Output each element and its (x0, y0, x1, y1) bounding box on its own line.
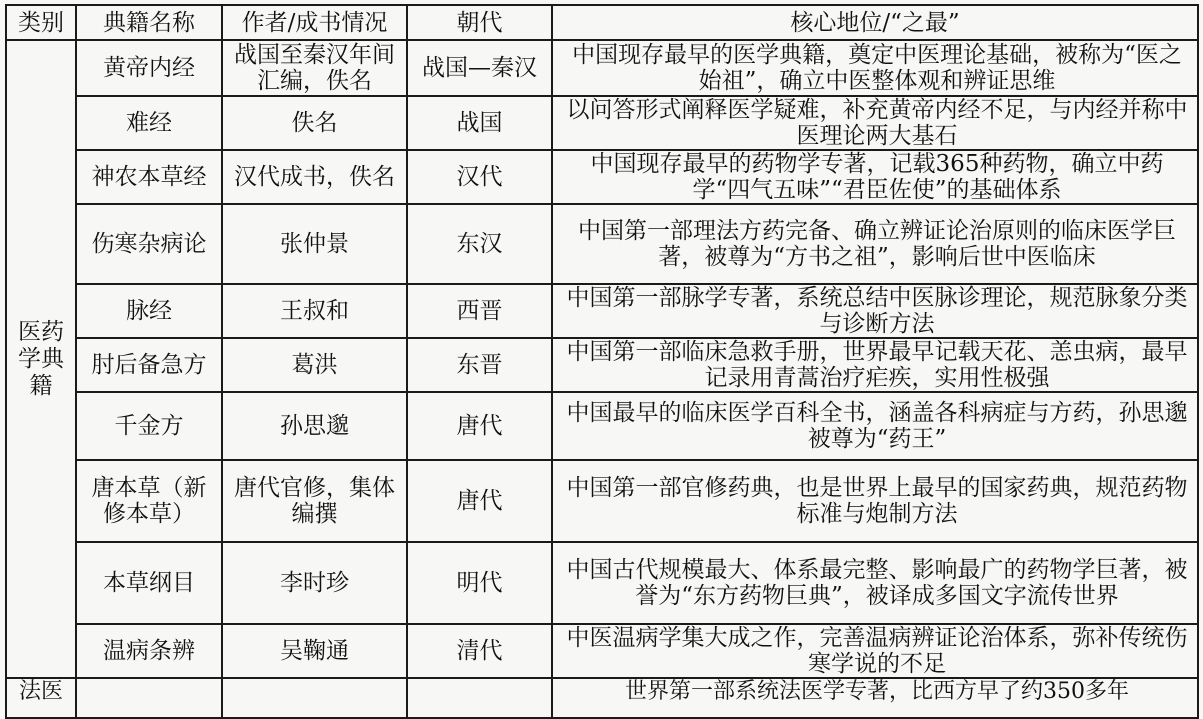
author-cell (222, 678, 407, 718)
category-cell: 医药学典籍 (6, 40, 76, 678)
title-cell: 黄帝内经 (76, 40, 222, 96)
table-row (6, 460, 1198, 542)
status-cell: 中国第一部官修药典，也是世界上最早的国家药典，规范药物标准与炮制方法 (552, 460, 1198, 542)
status-cell: 中医温病学集大成之作，完善温病辨证论治体系，弥补传统伤寒学说的不足 (552, 624, 1198, 678)
status-cell: 中国现存最早的医学典籍，奠定中医理论基础，被称为“医之始祖”，确立中医整体观和辨证思维 (552, 40, 1198, 96)
dynasty-cell: 东汉 (407, 204, 552, 284)
title-cell: 难经 (76, 96, 222, 150)
author-cell: 王叔和 (222, 284, 407, 338)
dynasty-cell: 西晋 (407, 284, 552, 338)
table-row (6, 204, 1198, 284)
title-cell: 伤寒杂病论 (76, 204, 222, 284)
table-row (6, 338, 1198, 392)
classics-table (5, 4, 1199, 719)
status-cell: 中国古代规模最大、体系最完整、影响最广的药物学巨著，被誉为“东方药物巨典”，被译成多国文字流传世界 (552, 542, 1198, 624)
table-row (6, 150, 1198, 204)
title-cell: 温病条辨 (76, 624, 222, 678)
status-cell: 中国最早的临床医学百科全书，涵盖各科病症与方药，孙思邈被尊为“药王” (552, 392, 1198, 460)
title-cell: 肘后备急方 (76, 338, 222, 392)
header-dynasty: 朝代 (407, 5, 552, 40)
author-cell: 佚名 (222, 96, 407, 150)
author-cell: 葛洪 (222, 338, 407, 392)
category-cell-next: 法医 (6, 678, 76, 718)
header-author: 作者/成书情况 (222, 5, 407, 40)
table-row (6, 392, 1198, 460)
title-cell: 本草纲目 (76, 542, 222, 624)
header-row (6, 5, 1198, 40)
title-cell (76, 678, 222, 718)
table-row-partial (6, 678, 1198, 718)
table-row (6, 96, 1198, 150)
dynasty-cell: 唐代 (407, 392, 552, 460)
table-row (6, 40, 1198, 96)
author-cell: 李时珍 (222, 542, 407, 624)
dynasty-cell: 汉代 (407, 150, 552, 204)
author-cell: 汉代成书，佚名 (222, 150, 407, 204)
status-cell: 中国现存最早的药物学专著，记载365种药物，确立中药学“四气五味”“君臣佐使”的基础体系 (552, 150, 1198, 204)
author-cell: 孙思邈 (222, 392, 407, 460)
status-cell: 中国第一部临床急救手册，世界最早记载天花、恙虫病，最早记录用青蒿治疗疟疾，实用性极强 (552, 338, 1198, 392)
title-cell: 神农本草经 (76, 150, 222, 204)
dynasty-cell: 唐代 (407, 460, 552, 542)
dynasty-cell: 东晋 (407, 338, 552, 392)
header-status: 核心地位/“之最” (552, 5, 1198, 40)
author-cell: 吴鞠通 (222, 624, 407, 678)
status-cell: 以问答形式阐释医学疑难，补充黄帝内经不足，与内经并称中医理论两大基石 (552, 96, 1198, 150)
dynasty-cell: 清代 (407, 624, 552, 678)
table-row (6, 542, 1198, 624)
title-cell: 脉经 (76, 284, 222, 338)
title-cell: 唐本草（新修本草） (76, 460, 222, 542)
author-cell: 战国至秦汉年间汇编，佚名 (222, 40, 407, 96)
dynasty-cell (407, 678, 552, 718)
dynasty-cell: 战国—秦汉 (407, 40, 552, 96)
title-cell: 千金方 (76, 392, 222, 460)
dynasty-cell: 战国 (407, 96, 552, 150)
author-cell: 张仲景 (222, 204, 407, 284)
header-category: 类别 (6, 5, 76, 40)
status-cell: 世界第一部系统法医学专著，比西方早了约350多年 (552, 678, 1198, 718)
status-cell: 中国第一部理法方药完备、确立辨证论治原则的临床医学巨著，被尊为“方书之祖”，影响后世中医临床 (552, 204, 1198, 284)
header-title: 典籍名称 (76, 5, 222, 40)
dynasty-cell: 明代 (407, 542, 552, 624)
table-row (6, 284, 1198, 338)
status-cell: 中国第一部脉学专著，系统总结中医脉诊理论，规范脉象分类与诊断方法 (552, 284, 1198, 338)
author-cell: 唐代官修，集体编撰 (222, 460, 407, 542)
table-row (6, 624, 1198, 678)
